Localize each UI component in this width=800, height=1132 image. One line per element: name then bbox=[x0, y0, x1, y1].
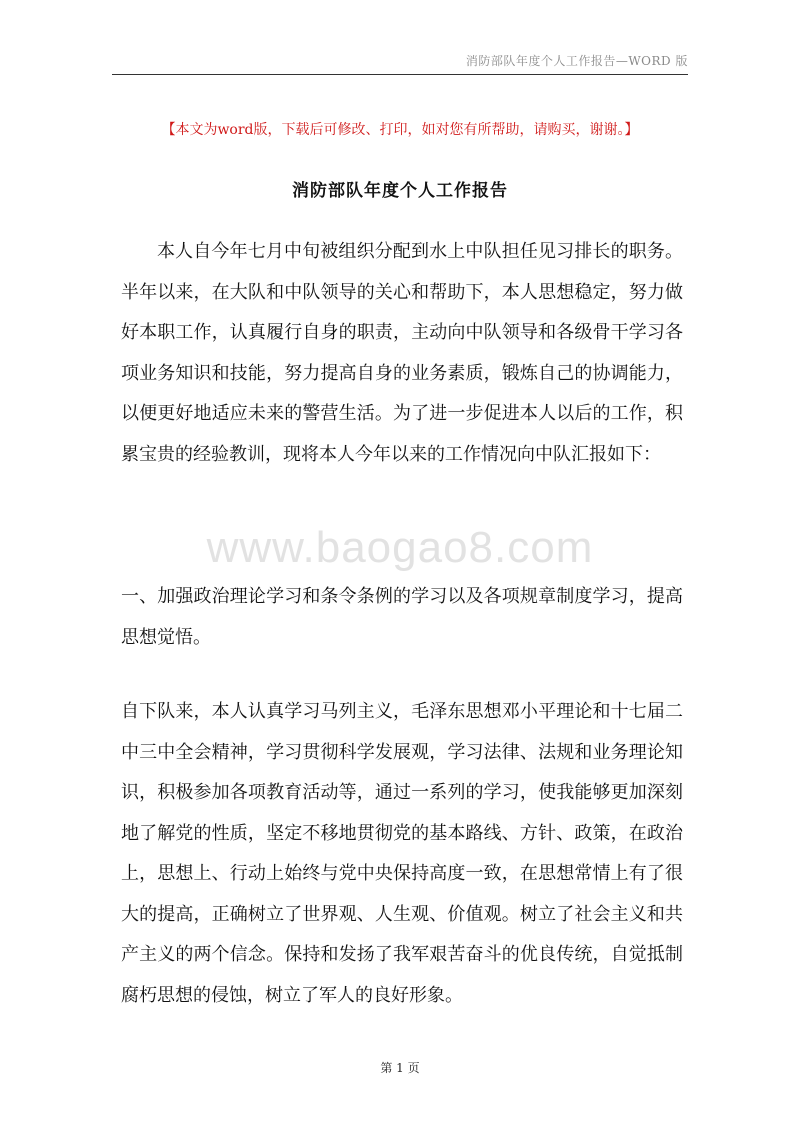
download-notice: 【本文为word版，下载后可修改、打印，如对您有所帮助，请购买，谢谢。】 bbox=[161, 122, 639, 138]
page-number: 第 1 页 bbox=[380, 1061, 420, 1075]
intro-paragraph: 本人自今年七月中旬被组织分配到水上中队担任见习排长的职务。半年以来，在大队和中队领导的关心和帮助下，本人思想稳定，努力做好本职工作，认真履行自身的职责，主动向中队领导和各级骨干学习各项业务知识和技能，努力提高自身的业务素质，锻炼自己的协调能力，以便更好地适应未来的警营生活。为了进一步促进本人以后的工作，积累宝贵的经验教训，现将本人今年以来的工作情况向中队汇报如下： bbox=[121, 241, 683, 465]
watermark: www.baogao8.com bbox=[206, 523, 594, 572]
body-paragraph: 自下队来，本人认真学习马列主义，毛泽东思想邓小平理论和十七届二中三中全会精神，学习贯彻科学发展观，学习法律、法规和业务理论知识，积极参加各项教育活动等，通过一系列的学习，使我能够更加深刻地了解党的性质，坚定不移地贯彻党的基本路线、方针、政策，在政治上，思想上、行动上始终与党中央保持高度一致，在思想常情上有了很大的提高，正确树立了世界观、人生观、价值观。树立了社会主义和共产主义的两个信念。保持和发扬了我军艰苦奋斗的优良传统，自觉抵制腐朽思想的侵蚀，树立了军人的良好形象。 bbox=[121, 701, 683, 1006]
header-divider bbox=[112, 74, 688, 75]
section-heading: 一、加强政治理论学习和条令条例的学习以及各项规章制度学习，提高思想觉悟。 bbox=[121, 586, 683, 648]
running-header: 消防部队年度个人工作报告—WORD 版 bbox=[465, 54, 688, 68]
document-title: 消防部队年度个人工作报告 bbox=[292, 181, 508, 201]
